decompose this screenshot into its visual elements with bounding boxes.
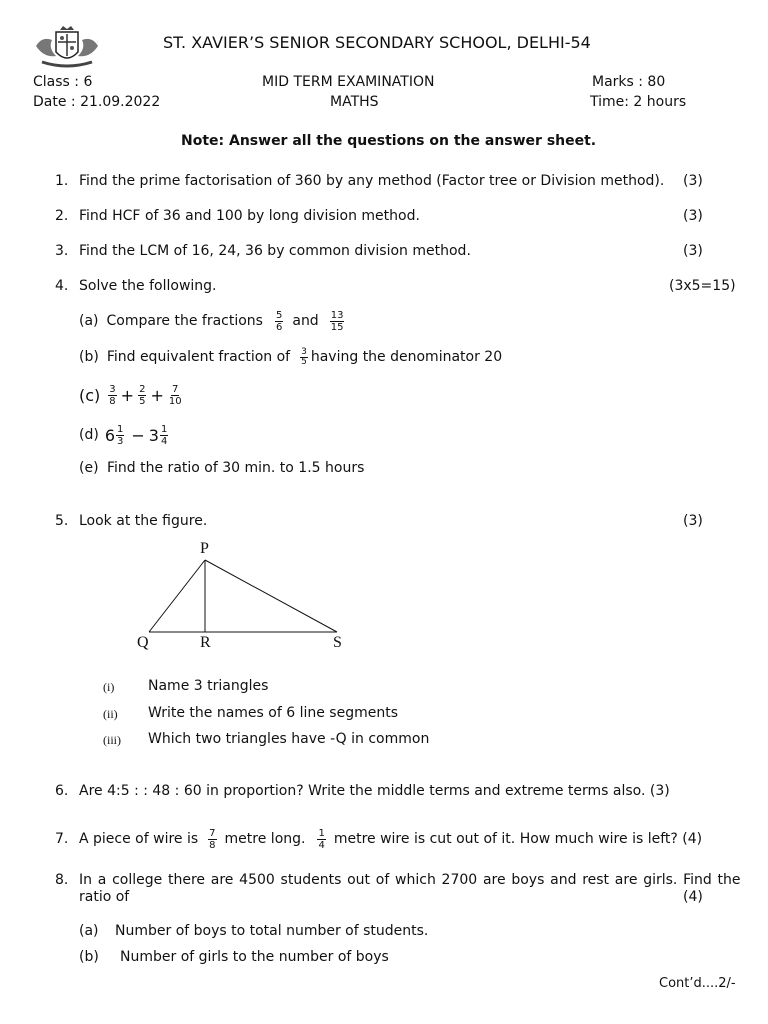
operator: +: [120, 385, 135, 405]
question-marks: (3): [683, 173, 703, 189]
question-number: 1.: [55, 173, 69, 189]
instructions-note: Note: Answer all the questions on the answer sheet.: [181, 133, 597, 149]
subquestion-b: [79, 342, 502, 372]
question-marks: (3): [683, 243, 703, 259]
question-marks: (3): [683, 513, 703, 529]
question-number: 2.: [55, 208, 69, 224]
subquestion-label: (e): [79, 460, 99, 476]
vertex-label-s: S: [333, 634, 342, 651]
question-marks: (3): [683, 208, 703, 224]
subquestion-label: (d): [79, 427, 99, 443]
triangle-figure: [130, 538, 360, 658]
question-text: In a college there are 4500 students out of which 2700 are boys and rest are girls. Find the: [79, 872, 741, 888]
question-marks: (4): [683, 889, 703, 905]
question-number: 6.: [55, 783, 69, 799]
class-label: Class : 6: [33, 74, 93, 90]
vertex-label-q: Q: [137, 634, 149, 651]
question-text: Look at the figure.: [79, 513, 208, 529]
question-text: Solve the following.: [79, 278, 217, 294]
question-text: ratio of: [79, 889, 130, 905]
question-number: 4.: [55, 278, 69, 294]
subquestion-e: [79, 460, 364, 476]
whole-number: 6: [104, 425, 115, 445]
fraction: $\frac{7}{10}$: [168, 383, 182, 407]
question-number: 8.: [55, 872, 69, 888]
vertex-label-r: R: [200, 634, 211, 651]
question-number: 7.: [55, 831, 69, 847]
subquestion-text: Compare the fractions: [106, 313, 263, 329]
operator: −: [131, 425, 145, 445]
subquestion-text: Number of girls to the number of boys: [120, 949, 389, 965]
fraction: $\frac{13}{15}$: [330, 309, 344, 333]
question-text: Are 4:5 : : 48 : 60 in proportion? Write the middle terms and extreme terms also. (3): [79, 783, 670, 799]
question-marks: (3x5=15): [669, 278, 736, 294]
question-text: Find the prime factorisation of 360 by any method (Factor tree or Division method).: [79, 173, 665, 189]
subquestion-text: Find the ratio of 30 min. to 1.5 hours: [107, 460, 365, 476]
subquestion-text: having the denominator 20: [310, 349, 503, 365]
exam-title: MID TERM EXAMINATION: [262, 74, 435, 90]
item-text: Which two triangles have -Q in common: [148, 731, 430, 747]
question-number: 3.: [55, 243, 69, 259]
operator: +: [150, 385, 164, 405]
fraction: $\frac{2}{5}$: [139, 383, 146, 407]
subquestion-label: (b): [79, 349, 99, 365]
item-text: Name 3 triangles: [148, 678, 269, 694]
question-text: metre wire is cut out of it. How much wire is left? (4): [333, 831, 703, 847]
question-text: A piece of wire is: [79, 831, 199, 847]
subquestion-c: [79, 378, 186, 412]
fraction: $\frac{1}{3}$: [117, 423, 124, 447]
whole-number: 3: [148, 425, 159, 445]
question-number: 5.: [55, 513, 69, 529]
time-label: Time: 2 hours: [590, 94, 687, 110]
school-name: ST. XAVIER’S SENIOR SECONDARY SCHOOL, DELHI-54: [163, 33, 591, 52]
subquestion-a: [79, 304, 347, 338]
date-label: Date : 21.09.2022: [33, 94, 161, 110]
fraction: $\frac{3}{5}$: [301, 346, 307, 367]
fraction: $\frac{1}{4}$: [318, 827, 325, 851]
conjunction: and: [292, 313, 319, 329]
item-text: Write the names of 6 line segments: [148, 705, 399, 721]
subquestion-text: Find equivalent fraction of: [106, 349, 291, 365]
item-label: (iii): [103, 733, 121, 747]
subquestion-label: (c): [79, 385, 101, 405]
vertex-label-p: P: [200, 540, 209, 557]
fraction: $\frac{3}{8}$: [109, 383, 116, 407]
subject-label: MATHS: [330, 94, 379, 110]
school-crest-icon: [32, 26, 102, 70]
fraction: $\frac{5}{6}$: [275, 309, 283, 333]
marks-label: Marks : 80: [592, 74, 666, 90]
question-7-line: [79, 822, 702, 856]
fraction: $\frac{7}{8}$: [209, 827, 216, 851]
question-text: Find the LCM of 16, 24, 36 by common division method.: [79, 243, 471, 259]
question-text: Find HCF of 36 and 100 by long division method.: [79, 208, 420, 224]
subquestion-label: (b): [79, 949, 99, 965]
subquestion-label: (a): [79, 923, 99, 939]
item-label: (ii): [103, 707, 118, 721]
subquestion-d: [79, 418, 171, 452]
question-text: metre long.: [224, 831, 306, 847]
continuation-note: Cont’d....2/-: [659, 976, 736, 991]
segment-ps: [205, 560, 337, 632]
fraction: $\frac{1}{4}$: [160, 423, 168, 447]
subquestion-label: (a): [79, 313, 99, 329]
item-label: (i): [103, 680, 115, 694]
subquestion-text: Number of boys to total number of students.: [115, 923, 429, 939]
segment-pq: [149, 560, 205, 632]
